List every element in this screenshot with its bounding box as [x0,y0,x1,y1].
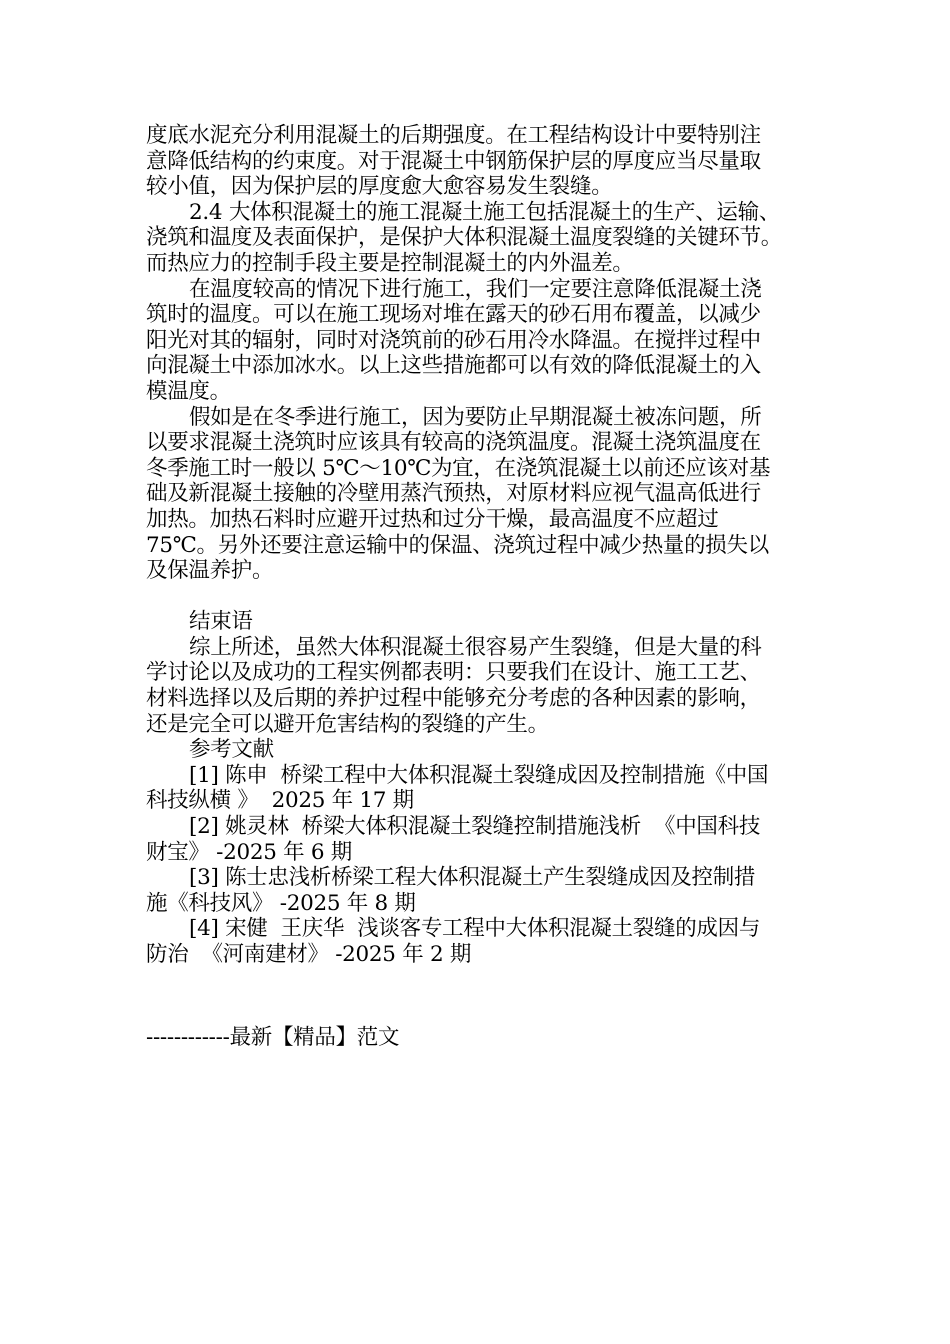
text-line: 及保温养护。 [146,558,274,584]
text-line: 2.4 大体积混凝土的施工混凝土施工包括混凝土的生产、运输、 [189,199,781,225]
text-line: 加热。加热石料时应避开过热和过分干燥，最高温度不应超过 [146,506,719,532]
text-line: 度底水泥充分利用混凝土的后期强度。在工程结构设计中要特别注 [146,123,761,148]
text-line: 模温度。 [146,378,231,404]
text-line: 阳光对其的辐射，同时对浇筑前的砂石用冷水降温。在搅拌过程中 [146,327,761,353]
text-line: 科技纵横 》 2025 年 17 期 [146,788,414,814]
paragraph-2 [146,200,810,277]
conclusion-paragraph [146,635,810,737]
text-line: [3] 陈士忠浅析桥梁工程大体积混凝土产生裂缝成因及控制措 [189,865,756,891]
conclusion-heading: 结束语 [189,609,253,635]
text-line: 在温度较高的情况下进行施工，我们一定要注意降低混凝土浇 [189,276,762,302]
text-line: [1] 陈申 桥梁工程中大体积混凝土裂缝成因及控制措施《中国 [189,762,769,788]
text-line: 材料选择以及后期的养护过程中能够充分考虑的各种因素的影响， [146,686,761,712]
blank-line [146,968,810,994]
blank-line [146,584,810,610]
paragraph-3 [146,277,810,405]
text-line: 础及新混凝土接触的冷壁用蒸汽预热，对原材料应视气温高低进行 [146,481,761,507]
text-line: 以要求混凝土浇筑时应该具有较高的浇筑温度。混凝土浇筑温度在 [146,430,761,456]
text-line: 还是完全可以避开危害结构的裂缝的产生。 [146,711,549,737]
reference-item [146,865,810,916]
text-line: 学讨论以及成功的工程实例都表明：只要我们在设计、施工工艺、 [146,660,761,686]
text-line: 财宝》 -2025 年 6 期 [146,839,352,865]
footer-text: ------------最新【精品】范文 [146,1025,400,1051]
text-line: 而热应力的控制手段主要是控制混凝土的内外温差。 [146,250,634,276]
paragraph-1 [146,123,810,200]
text-line: [2] 姚灵林 桥梁大体积混凝土裂缝控制措施浅析 《中国科技 [189,814,761,840]
references-heading: 参考文献 [189,737,274,763]
text-line: 意降低结构的约束度。对于混凝土中钢筋保护层的厚度应当尽量取 [146,148,761,174]
text-line: 75℃。另外还要注意运输中的保温、浇筑过程中减少热量的损失以 [146,532,769,558]
text-line: 综上所述，虽然大体积混凝土很容易产生裂缝，但是大量的科 [189,634,762,660]
text-line: 施《科技风》 -2025 年 8 期 [146,890,416,916]
text-line: 冬季施工时一般以 5℃～10℃为宜，在浇筑混凝土以前还应该对基 [146,455,771,481]
reference-item [146,814,810,865]
reference-item [146,916,810,967]
text-line: [4] 宋健 王庆华 浅谈客专工程中大体积混凝土裂缝的成因与 [189,916,761,942]
reference-item [146,763,810,814]
text-line: 浇筑和温度及表面保护，是保护大体积混凝土温度裂缝的关键环节。 [146,225,783,251]
text-line: 向混凝土中添加冰水。以上这些措施都可以有效的降低混凝土的入 [146,353,761,379]
reference-list [146,763,810,968]
text-line: 筑时的温度。可以在施工现场对堆在露天的砂石用布覆盖，以减少 [146,302,761,328]
paragraph-4 [146,405,810,584]
text-line: 防治 《河南建材》 -2025 年 2 期 [146,942,472,967]
text-line: 假如是在冬季进行施工，因为要防止早期混凝土被冻问题，所 [189,404,762,430]
text-line: 较小值，因为保护层的厚度愈大愈容易发生裂缝。 [146,174,613,200]
document-body [146,123,810,1051]
